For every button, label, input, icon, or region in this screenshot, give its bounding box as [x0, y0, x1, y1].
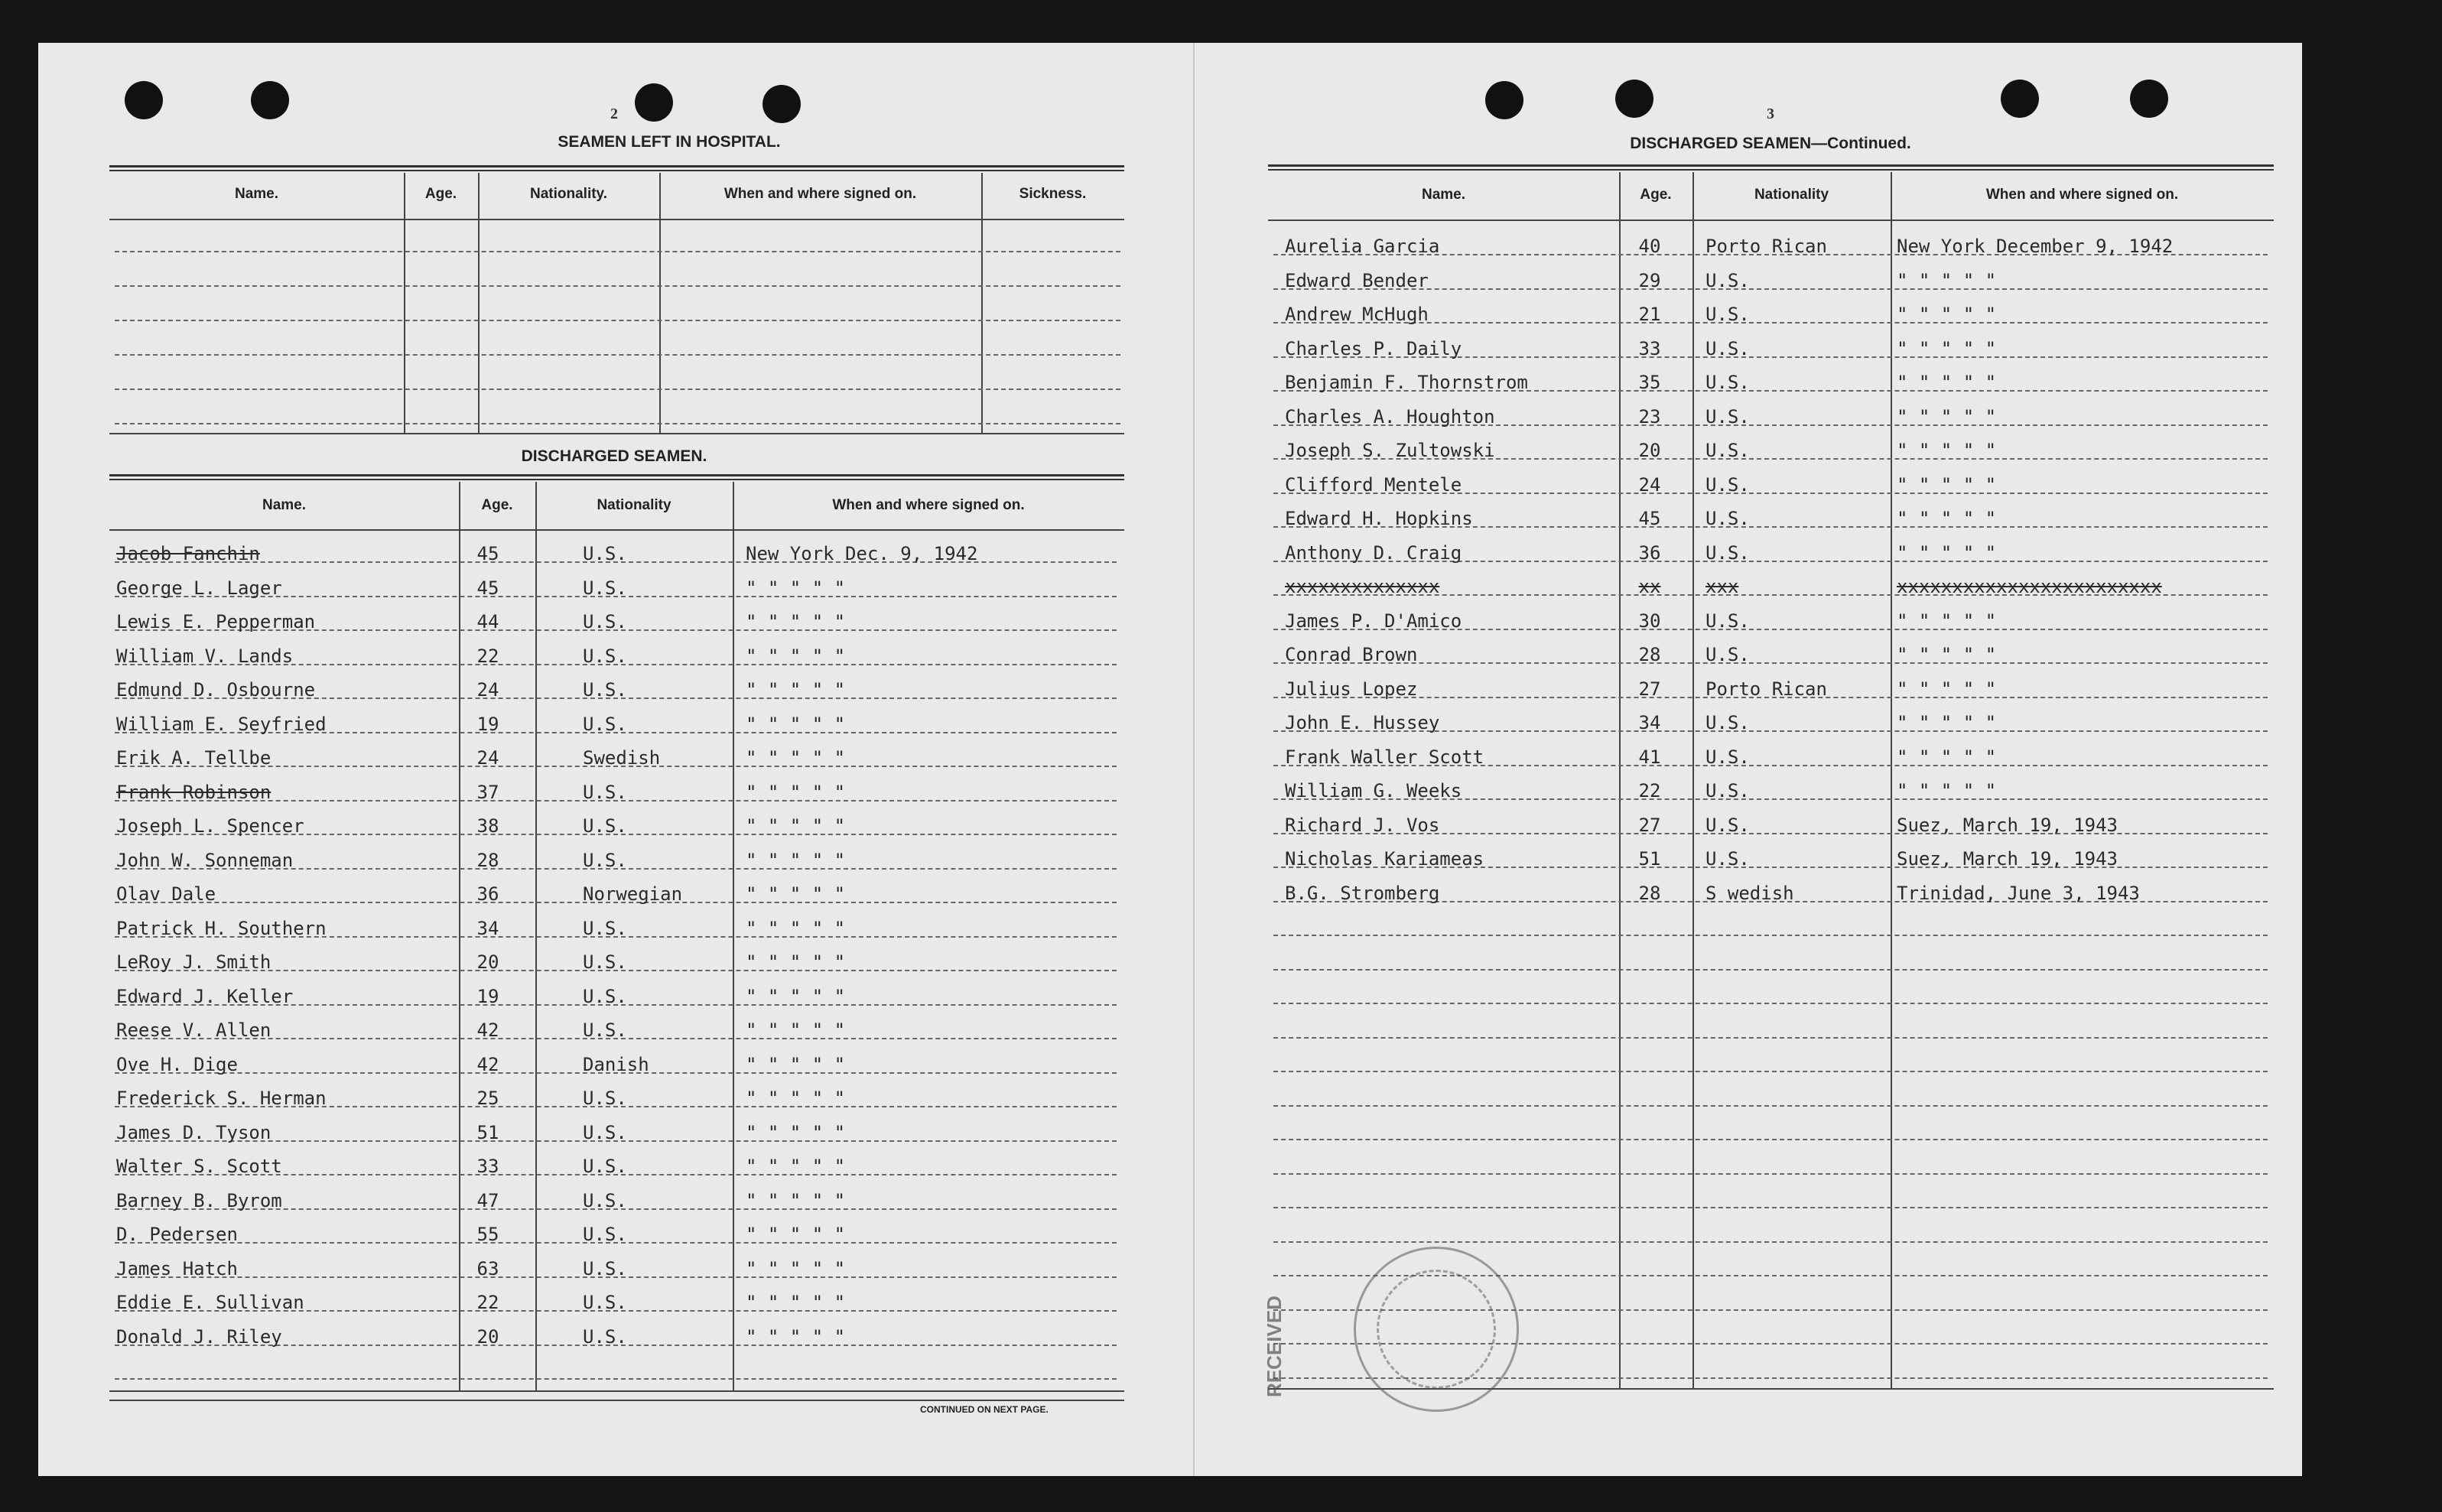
seaman-age: 41 — [1638, 746, 1661, 768]
signed-on: " " " " " — [746, 1121, 846, 1143]
column-divider — [659, 173, 661, 433]
seaman-name: Julius Lopez — [1285, 678, 1418, 700]
seaman-name: Joseph S. Zultowski — [1285, 440, 1495, 461]
seaman-nationality: U.S. — [583, 1156, 627, 1177]
stamp-vertical-text: RECEIVED — [1262, 1296, 1286, 1397]
seaman-name: William E. Seyfried — [116, 713, 327, 735]
seaman-nationality: U.S. — [1705, 610, 1750, 632]
seaman-age: 28 — [1638, 882, 1661, 904]
seaman-nationality: U.S. — [1705, 814, 1750, 836]
page-number: 2 — [610, 106, 618, 122]
seaman-name: William V. Lands — [116, 645, 294, 667]
seaman-name: Edward J. Keller — [116, 985, 294, 1007]
seaman-name: Joseph L. Spencer — [116, 815, 304, 837]
punch-hole — [763, 85, 801, 123]
row-line — [115, 251, 1120, 252]
seaman-nationality: U.S. — [583, 1121, 627, 1143]
seaman-age: 20 — [1638, 440, 1661, 461]
seaman-nationality: U.S. — [1705, 712, 1750, 733]
signed-on: " " " " " — [1897, 746, 1997, 768]
seaman-name: Clifford Mentele — [1285, 473, 1462, 496]
col-header-age: Age. — [424, 186, 457, 202]
seaman-name: Reese V. Allen — [116, 1019, 272, 1041]
seaman-age: 25 — [476, 1088, 499, 1109]
col-header-name: Name. — [234, 186, 279, 202]
seaman-name: D. Pedersen — [116, 1224, 238, 1245]
col-header-signed: When and where signed on. — [1985, 187, 2179, 203]
signed-on: " " " " " — [746, 1257, 846, 1280]
punch-hole — [1615, 80, 1653, 118]
seaman-name: John W. Sonneman — [116, 849, 294, 871]
rule — [109, 1390, 1124, 1392]
signed-on: " " " " " — [1897, 780, 1997, 802]
signed-on: " " " " " — [1897, 678, 1997, 700]
seaman-name: James Hatch — [116, 1257, 238, 1280]
seaman-age: 55 — [476, 1224, 499, 1245]
seaman-name: William G. Weeks — [1285, 780, 1462, 802]
seaman-nationality: Danish — [583, 1053, 649, 1075]
signed-on: " " " " " — [746, 713, 846, 735]
seaman-nationality: U.S. — [583, 1088, 627, 1109]
row-line — [115, 320, 1120, 321]
seaman-age: 51 — [476, 1121, 499, 1143]
signed-on: " " " " " — [1897, 405, 1997, 428]
discharged-continued-title: DISCHARGED SEAMEN—Continued. — [1630, 135, 1911, 152]
seaman-nationality: U.S. — [583, 1019, 627, 1041]
seaman-nationality: U.S. — [1705, 644, 1750, 665]
seaman-age: 36 — [476, 883, 499, 905]
seaman-age: 42 — [476, 1053, 499, 1075]
seaman-nationality: U.S. — [583, 1325, 627, 1348]
seaman-age: 20 — [476, 1325, 499, 1348]
seaman-name: Patrick H. Southern — [116, 917, 327, 939]
seaman-name: Anthony D. Craig — [1285, 541, 1462, 564]
row-line — [115, 423, 1120, 424]
seaman-nationality: Porto Rican — [1705, 236, 1827, 257]
signed-on: Trinidad, June 3, 1943 — [1897, 882, 2140, 904]
seaman-age: 40 — [1638, 236, 1661, 257]
signed-on: " " " " " — [1897, 304, 1997, 325]
seaman-age: 24 — [476, 679, 499, 701]
seaman-name: Richard J. Vos — [1285, 814, 1440, 836]
seaman-name: Charles P. Daily — [1285, 337, 1462, 359]
seaman-age: 38 — [476, 815, 499, 837]
seaman-age: 22 — [476, 645, 499, 667]
row-line — [1273, 1037, 2268, 1039]
signed-on: " " " " " — [746, 1325, 846, 1348]
column-divider — [478, 173, 480, 433]
seaman-nationality: Swedish — [583, 747, 661, 769]
page-number: 3 — [1767, 106, 1774, 122]
seaman-age: 24 — [476, 747, 499, 769]
signed-on: " " " " " — [746, 883, 846, 905]
signed-on: " " " " " — [746, 1292, 846, 1313]
seaman-nationality: Norwegian — [583, 883, 683, 905]
rule — [109, 529, 1124, 531]
seaman-age: 19 — [476, 713, 499, 735]
seaman-age: 22 — [476, 1292, 499, 1313]
seaman-nationality: U.S. — [583, 543, 627, 564]
seaman-name: Donald J. Riley — [116, 1325, 282, 1348]
seaman-nationality: U.S. — [1705, 473, 1750, 496]
row-line — [1273, 969, 2268, 971]
signed-on: " " " " " — [1897, 712, 1997, 733]
row-line — [1273, 1105, 2268, 1107]
signed-on: " " " " " — [1897, 610, 1997, 632]
seaman-age: 27 — [1638, 814, 1661, 836]
punch-hole — [2001, 80, 2039, 118]
seaman-age: 45 — [1638, 508, 1661, 529]
rule — [109, 219, 1124, 220]
seaman-age: 33 — [1638, 337, 1661, 359]
seaman-name: Edmund D. Osbourne — [116, 679, 316, 701]
row-line — [1273, 935, 2268, 936]
seaman-nationality: U.S. — [1705, 848, 1750, 870]
seaman-nationality: U.S. — [583, 577, 627, 599]
signed-on: " " " " " — [746, 951, 846, 973]
seaman-nationality: U.S. — [583, 1292, 627, 1313]
seaman-nationality: U.S. — [583, 951, 627, 973]
punch-hole — [1485, 81, 1523, 119]
seaman-age: 35 — [1638, 372, 1661, 393]
rule — [109, 474, 1124, 480]
signed-on: " " " " " — [746, 1019, 846, 1041]
seaman-name: xxxxxxxxxxxxxx — [1285, 576, 1440, 597]
signed-on: " " " " " — [746, 1088, 846, 1109]
seaman-name: Jacob Fanchin — [116, 543, 260, 564]
seaman-nationality: U.S. — [1705, 372, 1750, 393]
seaman-nationality: U.S. — [583, 917, 627, 939]
row-line — [1273, 1173, 2268, 1175]
signed-on: " " " " " — [1897, 337, 1997, 359]
seaman-name: James D. Tyson — [116, 1121, 272, 1143]
seaman-age: 45 — [476, 577, 499, 599]
seaman-age: 42 — [476, 1019, 499, 1041]
punch-hole — [125, 81, 163, 119]
signed-on: " " " " " — [746, 849, 846, 871]
punch-hole — [635, 83, 673, 122]
seaman-age: 30 — [1638, 610, 1661, 632]
seaman-age: 44 — [476, 611, 499, 632]
column-divider — [404, 173, 405, 433]
rule — [109, 1400, 1124, 1401]
col-header-name: Name. — [1421, 187, 1466, 203]
seaman-age: 23 — [1638, 405, 1661, 428]
seaman-age: 19 — [476, 985, 499, 1007]
seaman-nationality: U.S. — [583, 679, 627, 701]
signed-on: " " " " " — [746, 1189, 846, 1211]
signed-on: " " " " " — [1897, 541, 1997, 564]
col-header-nationality: Nationality — [1754, 187, 1829, 203]
seaman-age: 21 — [1638, 304, 1661, 325]
seaman-name: Aurelia Garcia — [1285, 236, 1440, 257]
signed-on: Suez, March 19, 1943 — [1897, 814, 2118, 836]
seaman-name: Walter S. Scott — [116, 1156, 282, 1177]
signed-on: " " " " " — [1897, 440, 1997, 461]
seaman-nationality: U.S. — [583, 1189, 627, 1211]
col-header-signed: When and where signed on. — [832, 497, 1025, 513]
signed-on: Suez, March 19, 1943 — [1897, 848, 2118, 870]
col-header-sickness: Sickness. — [1019, 186, 1087, 202]
seaman-age: 47 — [476, 1189, 499, 1211]
row-line — [115, 354, 1120, 356]
col-header-signed: When and where signed on. — [723, 186, 917, 202]
seaman-nationality: U.S. — [583, 1224, 627, 1245]
signed-on: " " " " " — [746, 1224, 846, 1245]
seaman-age: 27 — [1638, 678, 1661, 700]
signed-on: " " " " " — [1897, 372, 1997, 393]
signed-on: " " " " " — [746, 781, 846, 803]
seaman-name: Conrad Brown — [1285, 644, 1418, 665]
seaman-age: 29 — [1638, 269, 1661, 291]
seaman-nationality: U.S. — [1705, 337, 1750, 359]
row-line — [1273, 1003, 2268, 1004]
signed-on: " " " " " — [746, 1156, 846, 1177]
seaman-nationality: U.S. — [1705, 269, 1750, 291]
signed-on: " " " " " — [746, 985, 846, 1007]
signed-on: " " " " " — [746, 679, 846, 701]
column-divider — [1692, 172, 1694, 1388]
seaman-nationality: xxx — [1705, 576, 1739, 597]
seaman-nationality: U.S. — [1705, 746, 1750, 768]
signed-on: " " " " " — [746, 815, 846, 837]
rule — [109, 165, 1124, 171]
punch-hole — [251, 81, 289, 119]
signed-on: " " " " " — [1897, 269, 1997, 291]
seaman-name: Erik A. Tellbe — [116, 747, 272, 769]
seaman-nationality: U.S. — [1705, 304, 1750, 325]
seaman-age: 36 — [1638, 541, 1661, 564]
seaman-nationality: U.S. — [1705, 440, 1750, 461]
col-header-nationality: Nationality — [597, 497, 671, 513]
signed-on: " " " " " — [1897, 508, 1997, 529]
seaman-name: Lewis E. Pepperman — [116, 611, 316, 632]
seaman-name: Benjamin F. Thornstrom — [1285, 372, 1528, 393]
signed-on: " " " " " — [746, 1053, 846, 1075]
seaman-age: 20 — [476, 951, 499, 973]
seaman-nationality: U.S. — [1705, 541, 1750, 564]
seaman-nationality: U.S. — [583, 815, 627, 837]
seaman-name: Frank Robinson — [116, 781, 272, 803]
signed-on: " " " " " — [746, 917, 846, 939]
seaman-age: 37 — [476, 781, 499, 803]
rule — [109, 433, 1124, 434]
signed-on: " " " " " — [746, 645, 846, 667]
signed-on: xxxxxxxxxxxxxxxxxxxxxxxx — [1897, 576, 2162, 597]
seaman-nationality: U.S. — [1705, 508, 1750, 529]
seaman-nationality: S wedish — [1705, 882, 1794, 904]
signed-on: " " " " " — [746, 577, 846, 599]
seaman-age: 34 — [476, 917, 499, 939]
seaman-nationality: U.S. — [583, 713, 627, 735]
seaman-name: John E. Hussey — [1285, 712, 1440, 733]
signed-on: " " " " " — [746, 747, 846, 769]
col-header-age: Age. — [1640, 187, 1672, 203]
signed-on: " " " " " — [1897, 644, 1997, 665]
seaman-name: Eddie E. Sullivan — [116, 1292, 304, 1313]
rule — [1268, 164, 2274, 171]
seaman-age: 24 — [1638, 473, 1661, 496]
seaman-age: 63 — [476, 1257, 499, 1280]
punch-hole — [2130, 80, 2168, 118]
row-line — [1273, 1241, 2268, 1243]
row-line — [1273, 1207, 2268, 1208]
row-line — [1273, 1139, 2268, 1140]
signed-on: " " " " " — [746, 611, 846, 632]
seaman-name: Edward Bender — [1285, 269, 1429, 291]
seaman-nationality: U.S. — [583, 849, 627, 871]
seaman-nationality: U.S. — [583, 645, 627, 667]
received-stamp-inner-ring — [1377, 1270, 1496, 1389]
signed-on: New York December 9, 1942 — [1897, 236, 2174, 257]
seaman-age: 51 — [1638, 848, 1661, 870]
seaman-name: Andrew McHugh — [1285, 304, 1429, 325]
seaman-nationality: U.S. — [1705, 405, 1750, 428]
row-line — [115, 1378, 1117, 1380]
column-divider — [981, 173, 983, 433]
hospital-section-title: SEAMEN LEFT IN HOSPITAL. — [558, 133, 781, 151]
col-header-age: Age. — [481, 497, 513, 513]
seaman-age: xx — [1638, 576, 1661, 597]
signed-on: " " " " " — [1897, 473, 1997, 496]
continued-note: CONTINUED ON NEXT PAGE. — [920, 1404, 1049, 1415]
seaman-name: LeRoy J. Smith — [116, 951, 272, 973]
seaman-age: 28 — [1638, 644, 1661, 665]
seaman-nationality: U.S. — [583, 1257, 627, 1280]
seaman-name: Barney B. Byrom — [116, 1189, 282, 1211]
seaman-nationality: Porto Rican — [1705, 678, 1827, 700]
row-line — [115, 285, 1120, 287]
seaman-age: 45 — [476, 543, 499, 564]
seaman-nationality: U.S. — [1705, 780, 1750, 802]
seaman-name: Frederick S. Herman — [116, 1088, 327, 1109]
seaman-name: Olav Dale — [116, 883, 216, 905]
seaman-name: James P. D'Amico — [1285, 610, 1462, 632]
row-line — [115, 389, 1120, 390]
row-line — [1273, 1071, 2268, 1072]
col-header-name: Name. — [262, 497, 307, 513]
seaman-name: Nicholas Kariameas — [1285, 848, 1484, 870]
seaman-age: 22 — [1638, 780, 1661, 802]
row-line — [1273, 662, 2268, 664]
seaman-nationality: U.S. — [583, 985, 627, 1007]
seaman-name: Frank Waller Scott — [1285, 746, 1484, 768]
seaman-age: 33 — [476, 1156, 499, 1177]
seaman-name: George L. Lager — [116, 577, 282, 599]
seaman-name: B.G. Stromberg — [1285, 882, 1440, 904]
signed-on: New York Dec. 9, 1942 — [746, 543, 978, 564]
seaman-age: 28 — [476, 849, 499, 871]
seaman-nationality: U.S. — [583, 611, 627, 632]
column-divider — [1891, 172, 1892, 1388]
seaman-name: Charles A. Houghton — [1285, 405, 1495, 428]
col-header-nationality: Nationality. — [530, 186, 607, 202]
seaman-name: Edward H. Hopkins — [1285, 508, 1473, 529]
rule — [1268, 219, 2274, 221]
page-fold — [1193, 43, 1195, 1476]
seaman-age: 34 — [1638, 712, 1661, 733]
discharged-section-title: DISCHARGED SEAMEN. — [521, 447, 707, 465]
seaman-name: Ove H. Dige — [116, 1053, 238, 1075]
seaman-nationality: U.S. — [583, 781, 627, 803]
